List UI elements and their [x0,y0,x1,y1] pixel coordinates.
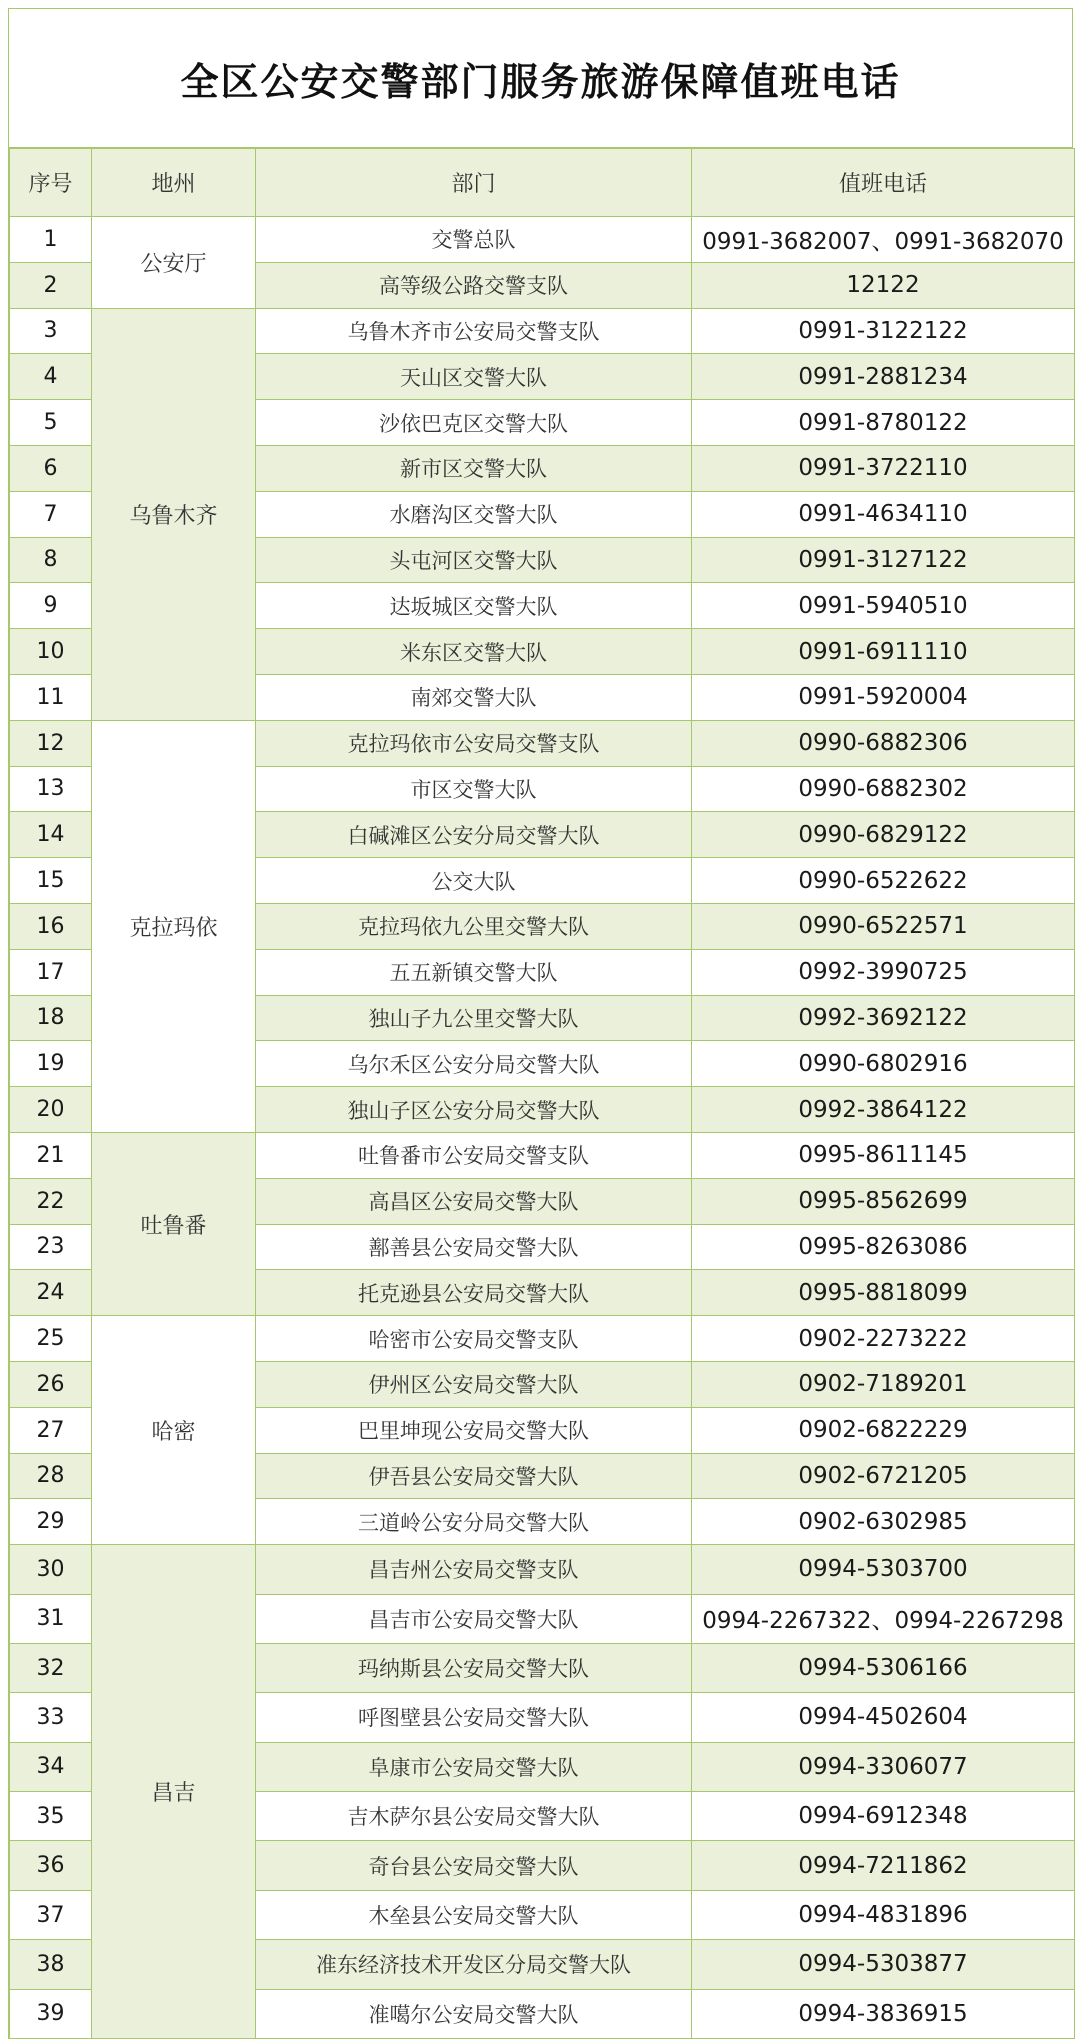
phone-cell: 0991-3122122 [692,308,1075,354]
row-number: 19 [10,1041,92,1087]
phone-cell: 0994-2267322、0994-2267298 [692,1594,1075,1643]
phone-cell: 0991-8780122 [692,400,1075,446]
row-number: 36 [10,1841,92,1890]
row-number: 38 [10,1940,92,1989]
table-body [10,217,1075,2039]
department-cell: 玛纳斯县公安局交警大队 [256,1643,692,1692]
row-number: 5 [10,400,92,446]
region-cell: 克拉玛依 [92,720,256,1132]
department-cell: 水磨沟区交警大队 [256,491,692,537]
phone-cell: 0991-3127122 [692,537,1075,583]
department-cell: 吉木萨尔县公安局交警大队 [256,1792,692,1841]
table-row [10,217,1075,263]
department-cell: 伊吾县公安局交警大队 [256,1453,692,1499]
table-row [10,308,1075,354]
department-cell: 沙依巴克区交警大队 [256,400,692,446]
region-cell: 昌吉 [92,1545,256,2039]
row-number: 7 [10,491,92,537]
table-row [10,1316,1075,1362]
department-cell: 交警总队 [256,217,692,263]
row-number: 18 [10,995,92,1041]
row-number: 30 [10,1545,92,1594]
row-number: 34 [10,1742,92,1791]
row-number: 8 [10,537,92,583]
phone-cell: 0994-5303877 [692,1940,1075,1989]
table-row [10,720,1075,766]
phone-cell: 0995-8562699 [692,1178,1075,1224]
department-cell: 达坂城区交警大队 [256,583,692,629]
department-cell: 高昌区公安局交警大队 [256,1178,692,1224]
department-cell: 克拉玛依九公里交警大队 [256,903,692,949]
phone-cell: 0992-3990725 [692,949,1075,995]
phone-cell: 0902-6302985 [692,1499,1075,1545]
duty-phone-table [9,148,1075,2039]
row-number: 9 [10,583,92,629]
department-cell: 哈密市公安局交警支队 [256,1316,692,1362]
phone-cell: 0990-6829122 [692,812,1075,858]
phone-cell: 0995-8818099 [692,1270,1075,1316]
row-number: 15 [10,858,92,904]
row-number: 31 [10,1594,92,1643]
table-row [10,1132,1075,1178]
phone-cell: 0992-3864122 [692,1087,1075,1133]
title-bar [9,9,1072,148]
phone-cell: 0990-6522622 [692,858,1075,904]
row-number: 17 [10,949,92,995]
phone-cell: 0994-5303700 [692,1545,1075,1594]
phone-cell: 0991-5940510 [692,583,1075,629]
row-number: 16 [10,903,92,949]
department-cell: 鄯善县公安局交警大队 [256,1224,692,1270]
department-cell: 独山子九公里交警大队 [256,995,692,1041]
row-number: 29 [10,1499,92,1545]
phone-cell: 0990-6882306 [692,720,1075,766]
phone-cell: 0994-4831896 [692,1890,1075,1939]
phone-cell: 0994-3836915 [692,1989,1075,2038]
department-cell: 昌吉州公安局交警支队 [256,1545,692,1594]
phone-cell: 0902-2273222 [692,1316,1075,1362]
row-number: 24 [10,1270,92,1316]
phone-cell: 0990-6882302 [692,766,1075,812]
phone-cell: 0995-8263086 [692,1224,1075,1270]
duty-phone-sheet [8,8,1073,2039]
row-number: 22 [10,1178,92,1224]
department-cell: 乌尔禾区公安分局交警大队 [256,1041,692,1087]
phone-cell: 0991-5920004 [692,674,1075,720]
department-cell: 阜康市公安局交警大队 [256,1742,692,1791]
department-cell: 米东区交警大队 [256,629,692,675]
phone-cell: 12122 [692,262,1075,308]
department-cell: 巴里坤现公安局交警大队 [256,1407,692,1453]
region-cell: 哈密 [92,1316,256,1545]
department-cell: 呼图壁县公安局交警大队 [256,1693,692,1742]
header-dept: 部门 [256,149,692,217]
phone-cell: 0991-2881234 [692,354,1075,400]
phone-cell: 0991-3722110 [692,445,1075,491]
phone-cell: 0994-7211862 [692,1841,1075,1890]
phone-cell: 0995-8611145 [692,1132,1075,1178]
department-cell: 公交大队 [256,858,692,904]
row-number: 35 [10,1792,92,1841]
row-number: 39 [10,1989,92,2038]
department-cell: 托克逊县公安局交警大队 [256,1270,692,1316]
phone-cell: 0902-6822229 [692,1407,1075,1453]
row-number: 33 [10,1693,92,1742]
region-cell: 公安厅 [92,217,256,309]
row-number: 4 [10,354,92,400]
phone-cell: 0994-3306077 [692,1742,1075,1791]
phone-cell: 0991-3682007、0991-3682070 [692,217,1075,263]
row-number: 13 [10,766,92,812]
region-cell: 乌鲁木齐 [92,308,256,720]
row-number: 10 [10,629,92,675]
phone-cell: 0994-4502604 [692,1693,1075,1742]
phone-cell: 0902-6721205 [692,1453,1075,1499]
phone-cell: 0991-4634110 [692,491,1075,537]
department-cell: 伊州区公安局交警大队 [256,1361,692,1407]
row-number: 6 [10,445,92,491]
department-cell: 克拉玛依市公安局交警支队 [256,720,692,766]
department-cell: 新市区交警大队 [256,445,692,491]
department-cell: 南郊交警大队 [256,674,692,720]
header-region: 地州 [92,149,256,217]
row-number: 1 [10,217,92,263]
row-number: 23 [10,1224,92,1270]
row-number: 26 [10,1361,92,1407]
phone-cell: 0902-7189201 [692,1361,1075,1407]
department-cell: 准噶尔公安局交警大队 [256,1989,692,2038]
row-number: 12 [10,720,92,766]
header-no: 序号 [10,149,92,217]
department-cell: 昌吉市公安局交警大队 [256,1594,692,1643]
department-cell: 高等级公路交警支队 [256,262,692,308]
phone-cell: 0994-6912348 [692,1792,1075,1841]
department-cell: 三道岭公安分局交警大队 [256,1499,692,1545]
department-cell: 奇台县公安局交警大队 [256,1841,692,1890]
department-cell: 五五新镇交警大队 [256,949,692,995]
row-number: 27 [10,1407,92,1453]
table-row [10,1545,1075,1594]
row-number: 21 [10,1132,92,1178]
row-number: 37 [10,1890,92,1939]
row-number: 32 [10,1643,92,1692]
department-cell: 市区交警大队 [256,766,692,812]
department-cell: 头屯河区交警大队 [256,537,692,583]
row-number: 14 [10,812,92,858]
department-cell: 白碱滩区公安分局交警大队 [256,812,692,858]
row-number: 25 [10,1316,92,1362]
row-number: 20 [10,1087,92,1133]
region-cell: 吐鲁番 [92,1132,256,1315]
department-cell: 吐鲁番市公安局交警支队 [256,1132,692,1178]
phone-cell: 0990-6802916 [692,1041,1075,1087]
row-number: 28 [10,1453,92,1499]
header-phone: 值班电话 [692,149,1075,217]
phone-cell: 0991-6911110 [692,629,1075,675]
page-title: 全区公安交警部门服务旅游保障值班电话 [180,59,901,104]
table-header-row [10,149,1075,217]
department-cell: 木垒县公安局交警大队 [256,1890,692,1939]
phone-cell: 0994-5306166 [692,1643,1075,1692]
row-number: 2 [10,262,92,308]
phone-cell: 0992-3692122 [692,995,1075,1041]
department-cell: 天山区交警大队 [256,354,692,400]
row-number: 3 [10,308,92,354]
row-number: 11 [10,674,92,720]
department-cell: 乌鲁木齐市公安局交警支队 [256,308,692,354]
phone-cell: 0990-6522571 [692,903,1075,949]
department-cell: 准东经济技术开发区分局交警大队 [256,1940,692,1989]
department-cell: 独山子区公安分局交警大队 [256,1087,692,1133]
